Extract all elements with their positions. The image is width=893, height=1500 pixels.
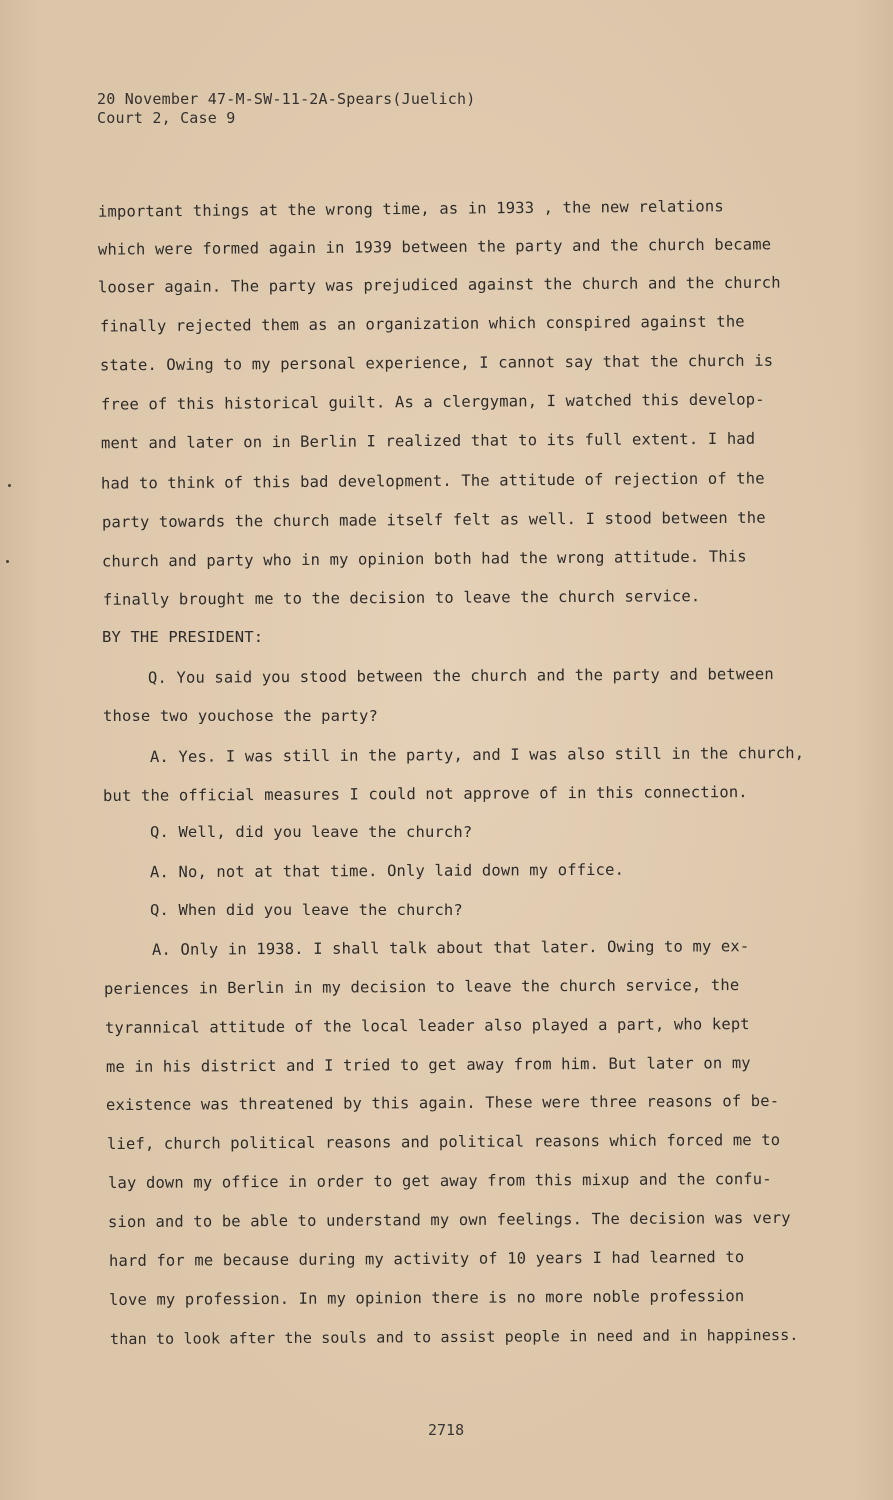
transcript-line: finally rejected them as an organization which conspired against the: [99, 312, 745, 336]
transcript-line: hard for me because during my activity of 10 years I had learned to: [108, 1248, 745, 1270]
transcript-line: lief, church political reasons and political reasons which forced me to: [106, 1130, 781, 1154]
section-heading-by-the-president: BY THE PRESIDENT:: [102, 628, 264, 646]
transcript-question: Q. You said you stood between the church and the party and between: [147, 665, 774, 687]
paper-mark: [8, 484, 11, 487]
transcript-line: existence was threatened by this again. These were three reasons of be-: [105, 1091, 780, 1115]
transcript-line: looser again. The party was prejudiced against the church and the church: [97, 273, 781, 297]
transcript-line: than to look after the souls and to assist people in need and in happiness.: [109, 1325, 799, 1349]
transcript-line: finally brought me to the decision to leave the church service.: [102, 587, 701, 609]
page-number: 2718: [428, 1421, 465, 1439]
transcript-line: sion and to be able to understand my own feelings. The decision was very: [107, 1208, 791, 1232]
transcript-line: party towards the church made itself felt as well. I stood between the: [101, 508, 766, 532]
transcript-line: lay down my office in order to get away from this mixup and the confu-: [107, 1169, 772, 1193]
header-session-reference: 20 November 47-M-SW-11-2A-Spears(Juelich): [97, 90, 476, 108]
transcript-line: tyrannical attitude of the local leader also played a part, who kept: [104, 1015, 750, 1037]
transcript-line: ment and later on in Berlin I realized that to its full extent. I had: [100, 429, 756, 453]
transcript-answer: A. Only in 1938. I shall talk about that later. Owing to my ex-: [151, 937, 750, 959]
transcript-line: those two youchose the party?: [103, 707, 378, 725]
transcript-line: free of this historical guilt. As a clergyman, I watched this develop-: [100, 390, 765, 414]
transcript-question: Q. When did you leave the church?: [150, 901, 463, 919]
transcript-answer: A. No, not at that time. Only laid down my office.: [149, 860, 625, 882]
document-header: [97, 90, 475, 128]
transcript-question: Q. Well, did you leave the church?: [150, 823, 473, 841]
transcript-line: periences in Berlin in my decision to leave the church service, the: [103, 976, 740, 998]
transcript-line: had to think of this bad development. The attitude of rejection of the: [100, 469, 765, 493]
transcript-line: which were formed again in 1939 between the party and the church became: [97, 235, 772, 259]
transcript-line: but the official measures I could not approve of in this connection.: [102, 783, 748, 805]
transcript-line: me in his district and I tried to get away from him. But later on my: [105, 1054, 751, 1076]
header-court-case: Court 2, Case 9: [97, 109, 236, 127]
transcript-line: love my profession. In my opinion there is no more noble profession: [108, 1287, 745, 1309]
paper-mark: [6, 560, 9, 563]
transcript-line: church and party who in my opinion both had the wrong attitude. This: [101, 547, 747, 571]
transcript-answer: A. Yes. I was still in the party, and I was also still in the church,: [149, 744, 805, 766]
transcript-line: state. Owing to my personal experience, I cannot say that the church is: [99, 351, 774, 375]
transcript-line: important things at the wrong time, as in 1933 , the new relations: [97, 197, 724, 221]
